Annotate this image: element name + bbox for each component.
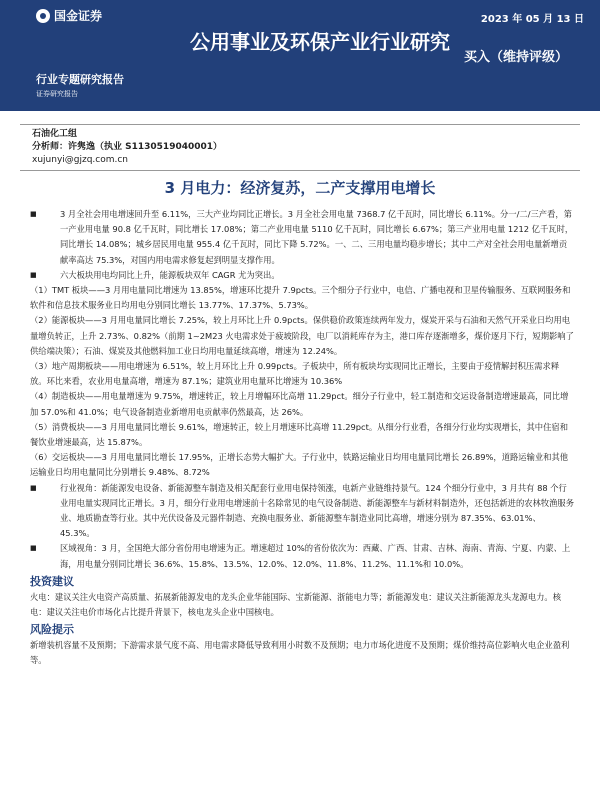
paragraph-energy: （2）能源板块——3 月用电量同比增长 7.25%，较上月环比上升 0.9pcts。保供稳价政策连续两年发力，煤炭开采与石油和天然气开采业日均用电量增负转正，上升 2.73%、0.82%（前期 1~2M23 火电需求处于疲坡阶段，电厂以消耗库存为主，港口库存逐渐增多，煤价逐月下行，短期影响了供给端决策）；石油、煤炭及其他燃料加工业日均用电量延续高增，增速为 12.24%。 xyxy=(30,315,574,356)
report-subtype: 证券研究报告 xyxy=(36,90,78,98)
paragraph-property: （3）地产周期板块——用电增速为 6.51%，较上月环比上升 0.99pcts。子板块中，所有板块均实现同比正增长，主要由于疫情解封积压需求释放。环比来看，农业用电量高增，增速为 87.1%；建筑业用电量环比增速为 10.36% xyxy=(30,361,560,387)
analyst-email[interactable]: xujunyi@gjzq.com.cn xyxy=(32,155,129,165)
broker-logo xyxy=(36,7,102,24)
paragraph-industry: ■ 行业视角：新能源发电设备、新能源整车制造及相关配套行业用电保持领涨，电新产业链维持景气。124 个细分行业中，3 月共有 88 个行业用电量实现同比正增长。3 月，细分行业用电增速前十名除常见的电气设备制造、新能源整车与新材料制造外，还包括新进的农林牧渔服务业、地质勘查等行业。其中光伏设备及元器件制造、充换电服务业、新能源整车制造业同比高增，增速分别为 87.35%、63.01%、45.3%。 xyxy=(30,481,575,542)
paragraph-region: ■ 区域视角：3 月，全国绝大部分省份用电增速为正。增速超过 10%的省份依次为：西藏、广西、甘肃、吉林、海南、青海、宁夏、内蒙、上海，用电量分别同比增长 36.6%、15.8%、13.5%、12.0%、12.0%、11.8%、11.2%、11.1%和 10.0%。 xyxy=(30,541,575,571)
paragraph-consumption: （5）消费板块——3 月用电量同比增长 9.61%，增速转正，较上月增速环比高增 11.29pct。从细分行业看，各细分行业均实现增长，其中住宿和餐饮业增速最高，达 15.87%。 xyxy=(30,421,568,448)
investment-text: 火电：建议关注火电资产高质量、拓展新能源发电的龙头企业华能国际、宝新能源、浙能电力等；新能源发电：建议关注新能源龙头龙源电力。核电：建议关注电价市场化占比提升背景下，核电龙头企业中国核电。 xyxy=(30,591,562,618)
section-title-investment: 投资建议 xyxy=(30,574,74,588)
report-title: 公用事业及环保产业行业研究 xyxy=(190,30,450,54)
paragraph-overview: ■ 3 月全社会用电增速回升至 6.11%，三大产业均同比正增长。3 月全社会用电量 7368.7 亿千瓦时，同比增长 6.11%。分一/二/三产看，第一产业用电量 90.8 亿千瓦时，同比增长 17.08%；第二产业用电量 5110 亿千瓦时，同比增长 6.67%；第三产业用电量 1212 亿千瓦时，同比增长 14.08%；城乡居民用电量 955.4 亿千瓦时，同比下降 5.72%。一、二、三用电量均稳步增长；其中二产对全社会用电量新增贡献率高达 75.3%，对国内用电需求修复起到明显支撑作用。 xyxy=(30,207,575,268)
paragraph-sectors: ■ 六大板块用电均同比上升，能源板块双年 CAGR 尤为突出。 xyxy=(30,268,575,283)
divider xyxy=(20,124,580,125)
team-name: 石油化工组 xyxy=(32,129,78,139)
report-header xyxy=(0,0,600,111)
document-title: 3 月电力：经济复苏，二产支撑用电增长 xyxy=(164,179,436,197)
report-body xyxy=(30,207,575,669)
report-type: 行业专题研究报告 xyxy=(36,73,124,86)
risk-text: 新增装机容量不及预期；下游需求景气度不高、用电需求降低导致利用小时数不及预期；电力市场化进度不及预期；煤价维持高位影响火电企业盈利等。 xyxy=(30,640,570,666)
logo-text: 国金证券 xyxy=(54,9,103,23)
paragraph-manufacturing: （4）制造板块——用电量增速为 9.75%，增速转正，较上月增幅环比高增 11.29pct。细分子行业中，轻工制造和交运设备制造增速最高，同比增加 57.0%和 41.0%；电气设备制造业新增用电贡献率仍然最高，达 26%。 xyxy=(30,391,569,417)
report-date: 2023 年 05 月 13 日 xyxy=(480,14,584,25)
paragraph-tmt: （1）TMT 板块——3 月用电量同比增速为 13.85%，增速环比提升 7.9pcts。三个细分子行业中，电信、广播电视和卫星传输服务、互联网服务和软件和信息技术服务业日均用电分别同比增长 13.77%、17.37%、5.73%。 xyxy=(30,285,571,311)
paragraph-transport: （6）交运板块——3 月用电量同比增长 17.95%，正增长态势大幅扩大。子行业中，铁路运输业日均用电量同比增长 26.89%，道路运输业和其他运输业日均用电量同比分别增长 9.48%、8.72% xyxy=(30,452,569,478)
analyst-line: 分析师：许隽逸（执业 S1130519040001） xyxy=(32,142,223,152)
section-title-risk: 风险提示 xyxy=(30,623,74,637)
author-info xyxy=(32,128,222,167)
divider xyxy=(20,170,580,171)
logo-icon xyxy=(36,9,50,23)
rating-label: 买入（维持评级） xyxy=(463,50,568,65)
